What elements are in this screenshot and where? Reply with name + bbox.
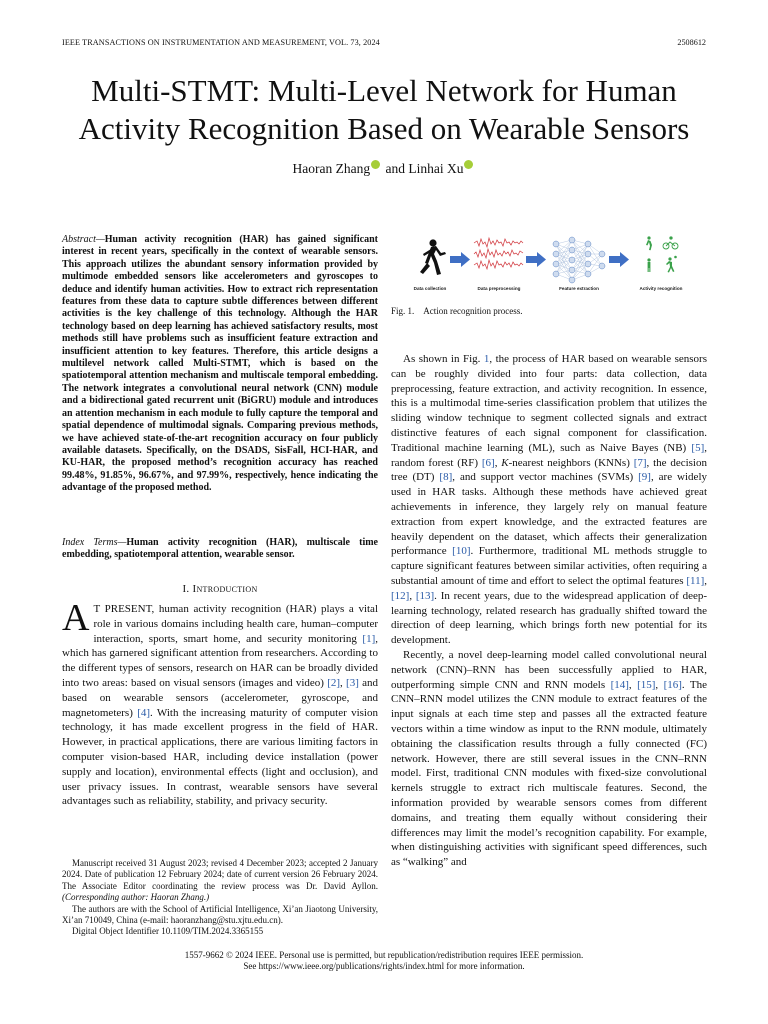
citation-link[interactable]: [9]	[638, 471, 651, 484]
right-column-text	[391, 352, 707, 870]
author-list	[40, 160, 728, 177]
body-text: ,	[704, 574, 707, 587]
abstract	[62, 234, 378, 495]
body-text: ,	[409, 589, 416, 602]
arrow-icon	[526, 252, 546, 267]
body-text: , and support vector machines (SVMs)	[452, 471, 639, 484]
article-number: 2508612	[677, 38, 706, 47]
author-1: Haoran Zhang	[292, 161, 371, 176]
intro-paragraph	[62, 597, 379, 809]
signal-waveform-icon	[474, 238, 523, 269]
corresponding-author: (Corresponding author: Haoran Zhang.)	[62, 892, 210, 903]
neural-network-icon	[553, 237, 605, 283]
intro-text: T PRESENT, human activity recognition (HAR) plays a vital role in various domains including health care, human–computer interaction, sports, smart home, and security monitoring	[93, 603, 378, 645]
footnote-doi: Digital Object Identifier 10.1109/TIM.2024.3365155	[72, 926, 264, 937]
paragraph	[391, 352, 707, 648]
footnote-text: Manuscript received 31 August 2023; revised 4 December 2023; accepted 2 January 2024. Date of publication 12 February 2024; date of current version 26 February 2024. The Associate Editor coordinating the review process was Dr. David Ayllon.	[62, 858, 378, 891]
body-text: . Furthermore, traditional ML methods struggle to capture significant features between similar activities, often requiring a substantial amount of time and effort to select the optimal features	[391, 545, 707, 587]
drop-cap: A	[62, 597, 90, 639]
runner-icon	[420, 239, 446, 275]
figure-label: Feature extraction	[559, 286, 599, 291]
author-conjunction: and	[385, 161, 405, 176]
paper-title	[40, 72, 728, 148]
figure-label: Activity recognition	[639, 286, 683, 291]
citation-link[interactable]: [6]	[481, 456, 495, 469]
body-text: ,	[494, 456, 502, 469]
citation-link[interactable]: [8]	[439, 471, 453, 484]
citation-link[interactable]: [13]	[415, 589, 435, 602]
body-text: -nearest neighbors (KNNs)	[508, 456, 634, 469]
citation-link[interactable]: [1]	[362, 632, 376, 645]
standing-icon	[647, 258, 650, 272]
citation-link[interactable]: [12]	[391, 589, 410, 602]
arrow-icon	[450, 252, 470, 267]
orcid-icon[interactable]	[371, 160, 380, 169]
index-terms-label: Index Terms—	[62, 537, 127, 548]
basketball-icon	[666, 256, 677, 273]
citation-link[interactable]: [16]	[663, 678, 682, 691]
arrow-icon	[609, 252, 629, 267]
footnote-manuscript	[62, 858, 378, 904]
intro-text: ,	[340, 676, 347, 689]
figure-label: Data collection	[413, 286, 447, 291]
walking-icon	[646, 236, 652, 250]
citation-link[interactable]: [4]	[137, 706, 151, 719]
paragraph	[391, 648, 707, 870]
body-text: As shown in Fig.	[403, 353, 484, 365]
body-text: ,	[655, 678, 664, 691]
copyright-footer	[0, 950, 768, 972]
index-terms	[62, 537, 378, 562]
citation-link[interactable]: [11]	[686, 574, 705, 587]
footer-line: See https://www.ieee.org/publications/rights/index.html for more information.	[243, 961, 525, 971]
citation-link[interactable]: [15]	[637, 678, 656, 691]
abstract-text: Human activity recognition (HAR) has gained significant interest in recent years, specifically in the context of wearable sensors. This approach utilizes the abundant sensory information provided by multimode embedded sensors like accelerometers and gyroscopes to deduce and identify human activities. How to extract rich representation features from these data to capture subtle differences between different activities is the key challenge of this technology. Although the HAR technology based on deep learning has achieved satisfactory results, most methods still have problems such as insufficient feature extraction and insufficient attention to key features. Therefore, this article designs a multilevel network called Multi-STMT, which is based on the spatiotemporal attention mechanism and multiscale temporal embedding. The network integrates a convolutional neural network (CNN) module and a bidirectional gated recurrent unit (BiGRU) module and introduces an attention mechanism in each module to fully capture the temporal and spatial dependence of multimodal signals. Comparing previous methods, we have achieved state-of-the-art recognition accuracy on four publicly available datasets. Specifically, on the DSADS, SisFall, HCI-HAR, and KU-HAR, the proposed method’s recognition accuracy has reached 99.48%, 91.85%, 96.67%, and 97.99%, respectively, hence indicating the advantage of the proposed method.	[62, 234, 378, 494]
figure-label: Data preprocessing	[477, 286, 521, 291]
body-text: K	[501, 456, 509, 469]
body-text: ,	[628, 678, 638, 691]
footer-line: 1557-9662 © 2024 IEEE. Personal use is permitted, but republication/redistribution requires IEEE permission.	[184, 950, 584, 960]
citation-link[interactable]: [5]	[691, 441, 705, 454]
body-text: , the process of HAR based on wearable sensors can be roughly divided into four parts: data collection, data preprocessing, feature extraction, and activity recognition. In essence, this is a multimodal time-series classification problem that utilizes the sliding window technique to segment collected signals and extract distinctive features of each signal component for classification. Traditional machine learning (ML), such as Naive Bayes (NB)	[391, 353, 707, 454]
orcid-icon[interactable]	[464, 160, 473, 169]
section-heading	[62, 583, 378, 595]
footnote	[62, 858, 378, 938]
abstract-label: Abstract—	[62, 234, 105, 245]
body-text: , are widely used in HAR tasks. Although these methods have achieved great achievements in inference, they largely rely on manual feature extraction from expert knowledge, and the extracted features are heavily dependent on the dataset, which affects their generalization performance	[391, 471, 707, 558]
author-2: Linhai Xu	[408, 161, 464, 176]
index-terms-text: Human activity recognition (HAR), multiscale time embedding, spatiotemporal attention, wearable sensor.	[62, 537, 378, 561]
citation-link[interactable]: [3]	[346, 676, 359, 689]
figure-1	[400, 232, 700, 294]
activity-icons	[646, 236, 678, 272]
citation-link[interactable]: [10]	[452, 545, 471, 558]
citation-link[interactable]: [2]	[327, 676, 341, 689]
body-text: . The CNN–RNN model utilizes the CNN module to extract features of the input signals at each time step and passes all the extracted feature vectors within a time window as input to the RNN module, ultimately obtaining the classification results through a fully connected (FC) network. However, there are still several issues in the CNN–RNN model. First, traditional CNN modules with fixed-size convolutional kernels struggle to extract rich multiscale features. Second, the information provided by wearable sensors comes from different domains, and treating them equally without considering their differences may limit the model’s recognition capability. For example, when distinguishing activities with significant speed differences, such as “walking” and	[391, 678, 708, 869]
citation-link[interactable]: [14]	[610, 678, 629, 691]
title-line-1: Multi-STMT: Multi-Level Network for Human	[91, 73, 677, 108]
figure-caption: Fig. 1. Action recognition process.	[391, 306, 523, 316]
cycling-icon	[663, 237, 678, 249]
body-text: , the decision tree (DT)	[391, 456, 707, 484]
journal-header: IEEE TRANSACTIONS ON INSTRUMENTATION AND MEASUREMENT, VOL. 73, 2024	[62, 38, 380, 47]
intro-text: , which has garnered significant attention from researchers. According to the different types of sensors, research on HAR can be broadly divided into two areas: based on visual sensors (images and video)	[62, 632, 378, 689]
citation-link[interactable]: [7]	[633, 456, 647, 469]
body-text: . In recent years, due to the widespread application of deep-learning technology, related research has gradually shifted toward the direction of deep learning, which brings forth new potential for its development.	[391, 589, 707, 647]
footnote-affiliation: The authors are with the School of Artificial Intelligence, Xi’an Jiaotong University, Xi’an 710049, China (e-mail: haoranzhang@stu.xjtu.edu.cn).	[62, 903, 378, 926]
body-text: Recently, a novel deep-learning model called convolutional neural network (CNN)–RNN has been successfully applied to HAR, outperforming simple CNN and RNN models	[391, 648, 707, 691]
intro-text: . With the increasing maturity of computer vision technology, it has made excellent progress in the field of HAR. However, in practical applications, there are various limiting factors in computer vision-based HAR, including device installation (power supply and location), environmental effects (light and occlusion), and user privacy issues. In contrast, wearable sensors have several advantages such as reliability, stability, and privacy security.	[62, 706, 378, 808]
section-title: Introduction	[192, 583, 258, 595]
title-line-2: Activity Recognition Based on Wearable Sensors	[78, 111, 690, 146]
body-text: , random forest (RF)	[391, 441, 707, 469]
intro-text: and based on wearable sensors (accelerometer, gyroscope, and magnetometers)	[62, 676, 379, 719]
figure-link[interactable]: 1	[483, 353, 490, 365]
section-number: I.	[182, 583, 193, 595]
